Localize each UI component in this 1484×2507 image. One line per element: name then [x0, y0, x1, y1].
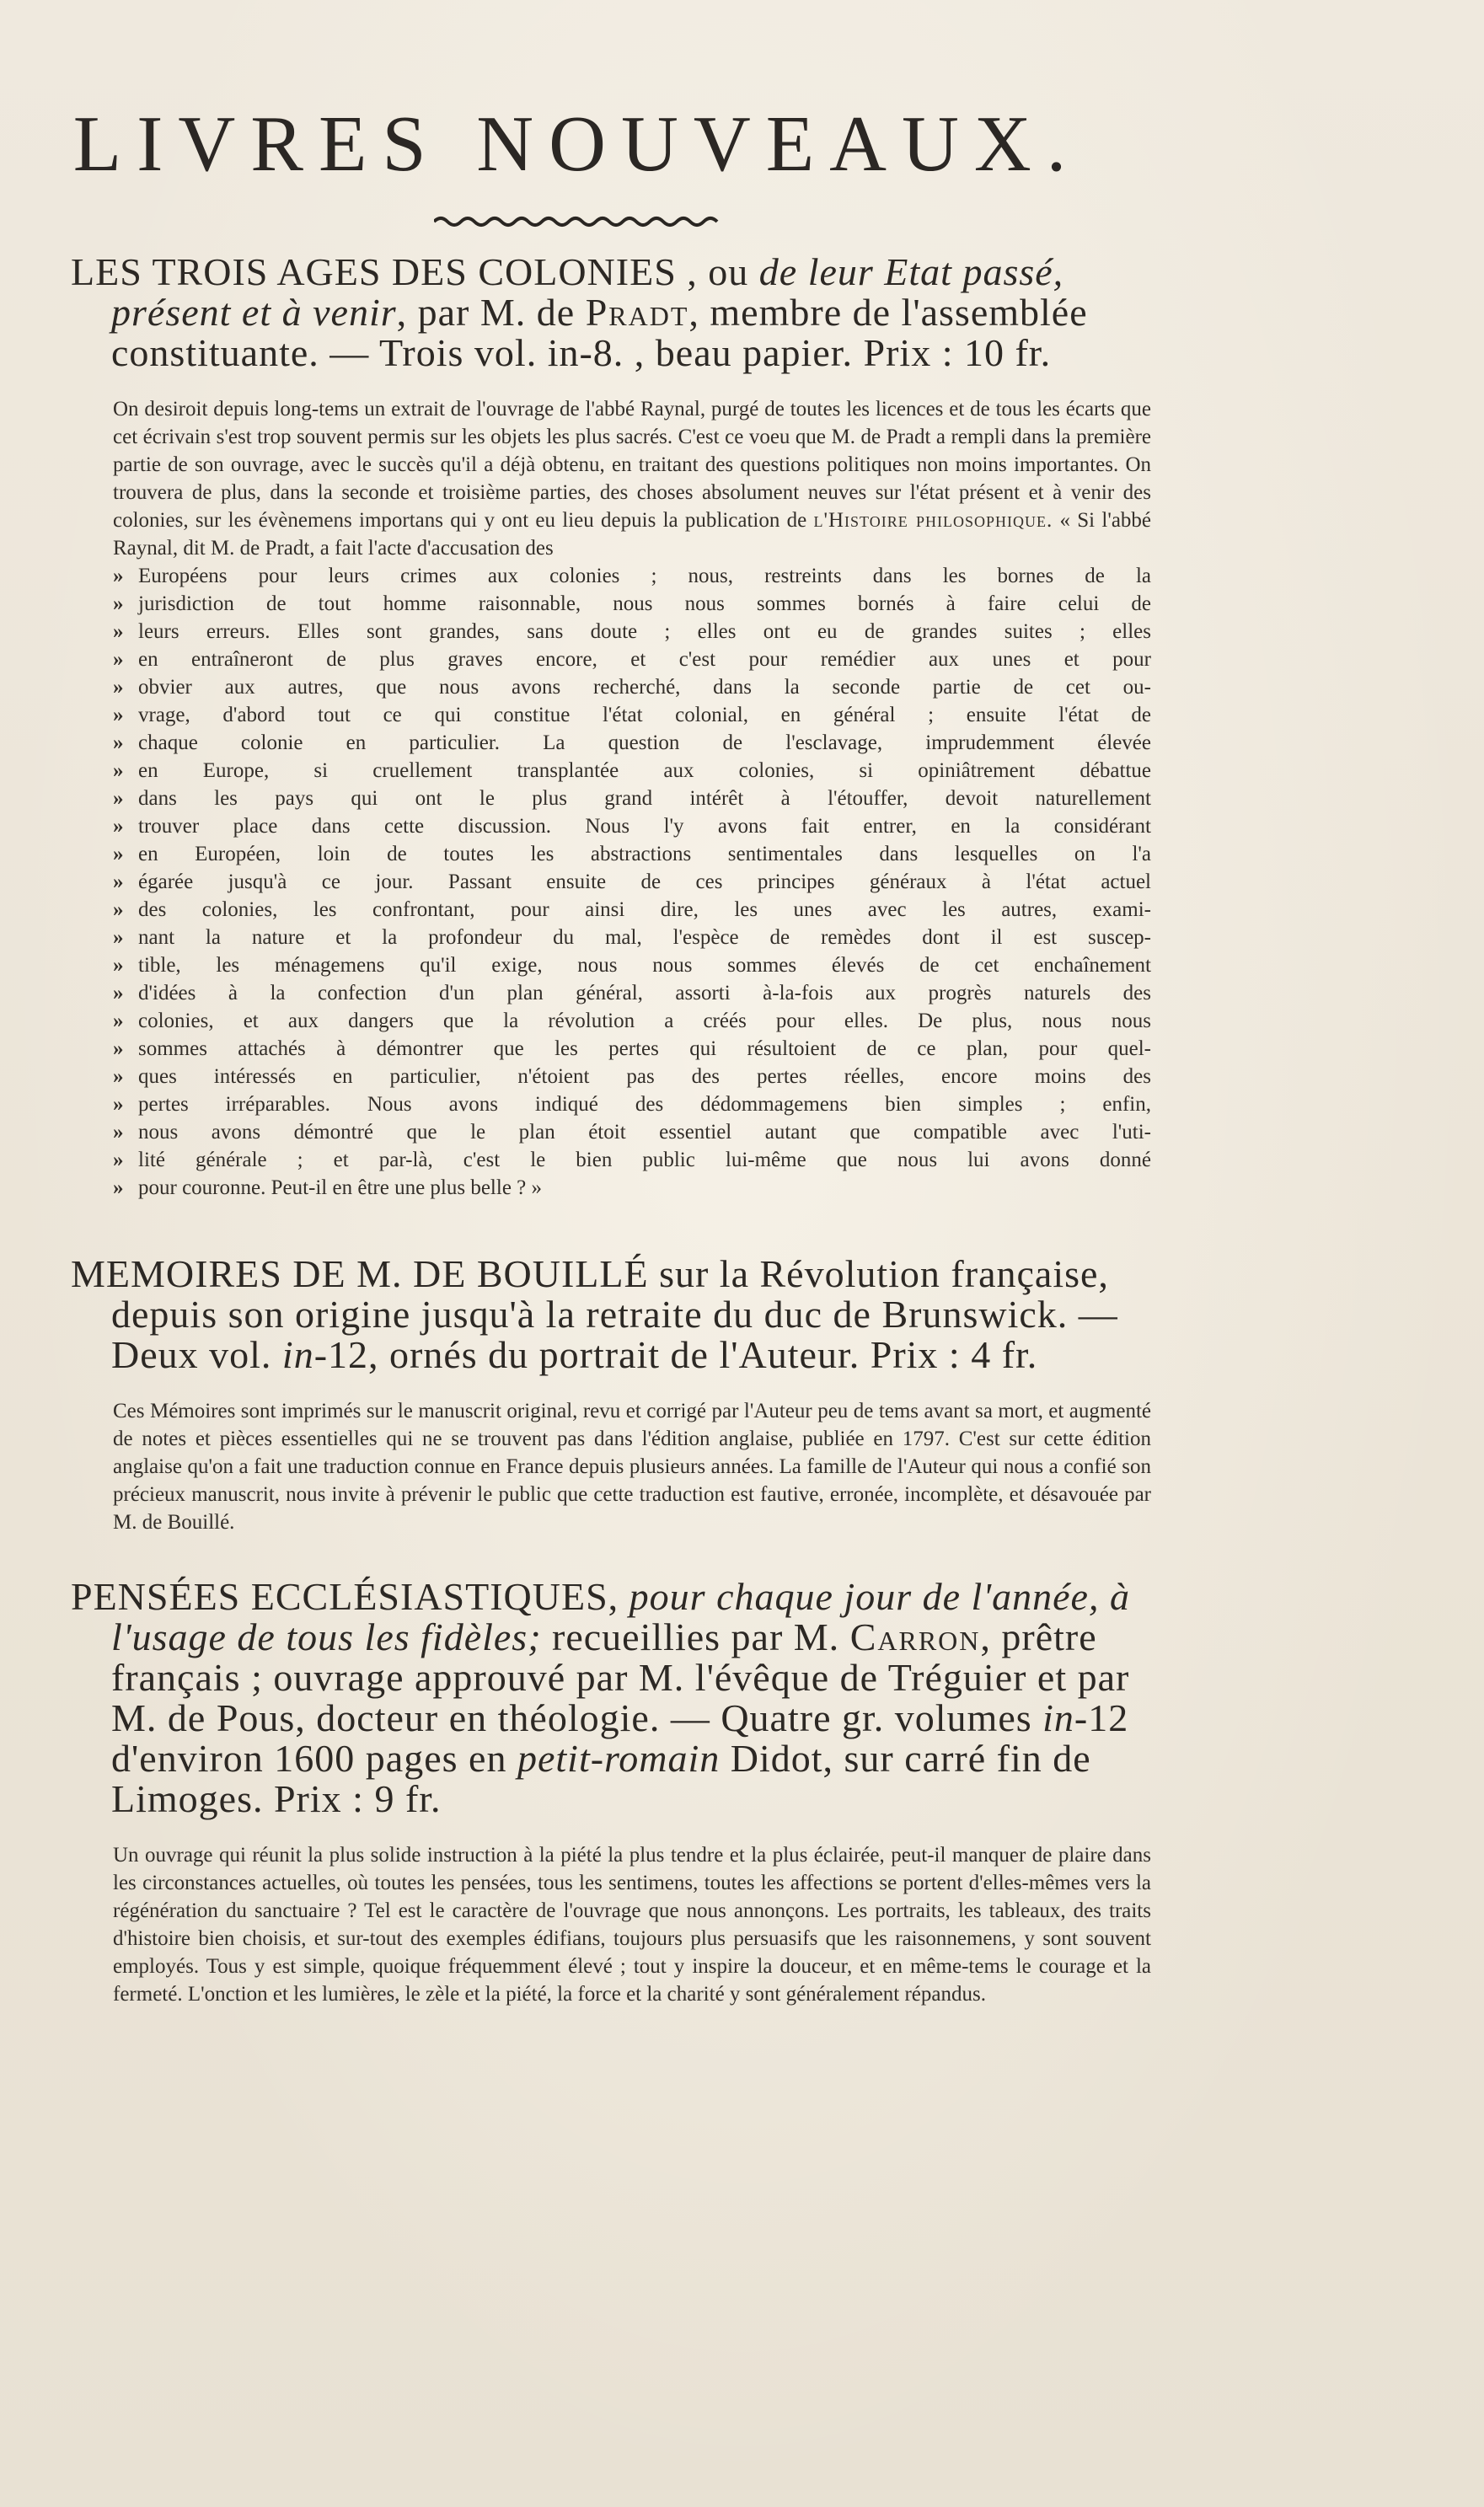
heading-text: -12, ornés du portrait de l'Auteur. Prix : 4 fr.: [313, 1333, 1038, 1377]
quote-mark: »: [113, 954, 124, 978]
heading-author: Carron: [849, 1615, 981, 1659]
quotation-line: [113, 868, 1151, 896]
quote-mark: »: [113, 982, 124, 1005]
entry-body: Un ouvrage qui réunit la plus solide instruction à la piété la plus tendre et la plus éclairée, peut-il manquer de plaire dans les circonstances actuelles, où toutes les pensées, tous les sentimens, toutes les affections se portent d'elles-mêmes vers la régénération du sanctuaire ? Tel est le caractère de l'ouvrage que nous annonçons. Les portraits, les tableaux, des traits d'histoire bien choisis, et sur-tout des exemples édifians, toujours plus persuasifs que les raisonnemens, y sont souvent employés. Tous y est simple, quoique fréquemment élevé ; tout y inspire la douceur, et en même-tems le courage et la fermeté. L'onction et les lumières, le zèle et la piété, la force et la charité y sont généralement répandus.: [113, 1844, 1151, 2006]
quotation-text: nous avons démontré que le plan étoit essentiel autant que compatible avec l'uti-: [138, 1121, 1151, 1144]
quote-mark: »: [113, 1149, 124, 1172]
quotation-text: vrage, d'abord tout ce qui constitue l'état colonial, en général ; ensuite l'état de: [138, 704, 1151, 727]
quotation-line: [113, 979, 1151, 1007]
quotation-text: d'idées à la confection d'un plan général, assorti à-la-fois aux progrès naturels des: [138, 982, 1151, 1005]
page-content: [71, 101, 1151, 2049]
quote-mark: »: [113, 620, 124, 644]
heading-italic: in: [1042, 1696, 1074, 1740]
quote-mark: »: [113, 898, 124, 922]
quotation-line: [113, 645, 1151, 673]
quotation-line: [113, 1174, 1151, 1202]
quotation-line: [113, 1118, 1151, 1146]
quotation-line: [113, 1090, 1151, 1118]
quote-mark: »: [113, 870, 124, 894]
quote-mark: »: [113, 1010, 124, 1033]
heading-author: Pradt: [585, 291, 689, 335]
quotation-line: [113, 951, 1151, 979]
body-text: « Si l'abbé Raynal, dit M. de Pradt, a fait l'acte d'accusation des: [113, 509, 1152, 560]
body-title-ref: l'Histoire philosophique.: [813, 509, 1053, 533]
quotation-text: obvier aux autres, que nous avons recherché, dans la seconde partie de cet ou-: [138, 676, 1151, 699]
quotation-line: [113, 840, 1151, 868]
quote-mark: »: [113, 1176, 124, 1200]
quotation-text: pour couronne. Peut-il en être une plus belle ? »: [138, 1176, 543, 1200]
quotation-text: chaque colonie en particulier. La question de l'esclavage, imprudemment élevée: [138, 731, 1151, 755]
quotation-text: pertes irréparables. Nous avons indiqué des dédommagemens bien simples ; enfin,: [138, 1093, 1151, 1117]
entry-body: [113, 395, 1151, 562]
entry-heading: [71, 1577, 1151, 1819]
quote-mark: »: [113, 565, 124, 588]
heading-text: -12 d'environ 1600 pages en: [111, 1696, 1129, 1781]
quotation-text: Européens pour leurs crimes aux colonies ; nous, restreints dans les bornes de la: [138, 565, 1151, 588]
quote-mark: »: [113, 787, 124, 811]
quote-mark: »: [113, 648, 124, 672]
quote-mark: »: [113, 815, 124, 838]
heading-text: , membre de l'assemblée constituante. — Trois vol. in-8. , beau papier. Prix : 10 fr.: [111, 291, 1088, 375]
quotation-line: [113, 618, 1151, 645]
quotation-text: en Europe, si cruellement transplantée aux colonies, si opiniâtrement débattue: [138, 759, 1151, 783]
heading-text: Didot, sur carré fin de Limoges. Prix : 9 fr.: [111, 1737, 1091, 1821]
heading-text: MEMOIRES DE M. DE BOUILLÉ sur la Révolution française, depuis son origine jusqu'à la retraite du duc de Brunswick. — Deux vol.: [71, 1252, 1118, 1377]
quotation-line: [113, 1146, 1151, 1174]
quotation-text: leurs erreurs. Elles sont grandes, sans doute ; elles ont eu de grandes suites ; elles: [138, 620, 1151, 644]
body-text: On desiroit depuis long-tems un extrait de l'ouvrage de l'abbé Raynal, purgé de toutes les licences et de tous les écarts que cet écrivain s'est trop souvent permis sur les objets les plus sacrés. C'est ce voeu que M. de Pradt a rempli dans la première partie de son ouvrage, avec le succès qu'il a déjà obtenu, en traitant des questions politiques non moins importantes. On trouvera de plus, dans la seconde et troisième parties, des choses absolument neuves sur l'état présent et à venir des colonies, sur les évènemens importans qui y ont eu lieu depuis la publication de: [113, 398, 1151, 533]
quotation-text: égarée jusqu'à ce jour. Passant ensuite de ces principes généraux à l'état actuel: [138, 870, 1151, 894]
heading-italic: in: [281, 1333, 314, 1377]
quotation-line: [113, 896, 1151, 924]
quotation-block: [113, 562, 1151, 1202]
heading-text: PENSÉES ECCLÉSIASTIQUES,: [71, 1575, 629, 1619]
quotation-line: [113, 785, 1151, 812]
quotation-line: [113, 1063, 1151, 1090]
quotation-text: des colonies, les confrontant, pour ainsi dire, les unes avec les autres, exami-: [138, 898, 1151, 922]
quotation-text: jurisdiction de tout homme raisonnable, nous nous sommes bornés à faire celui de: [138, 592, 1151, 616]
quotation-text: en Européen, loin de toutes les abstractions sentimentales dans lesquelles on l'a: [138, 843, 1151, 866]
quotation-line: [113, 924, 1151, 951]
quote-mark: »: [113, 704, 124, 727]
quote-mark: »: [113, 592, 124, 616]
quotation-line: [113, 562, 1151, 590]
masthead-title: LIVRES NOUVEAUX.: [72, 100, 1082, 188]
quotation-text: en entraîneront de plus graves encore, et c'est pour remédier aux unes et pour: [138, 648, 1151, 672]
heading-italic: de leur Etat passé, présent et à venir: [111, 250, 1064, 335]
quotation-text: ques intéressés en particulier, n'étoient pas des pertes réelles, encore moins des: [138, 1065, 1151, 1089]
quotation-text: dans les pays qui ont le plus grand intérêt à l'étouffer, devoit naturellement: [138, 787, 1151, 811]
book-entry-memoires-bouille: [71, 1254, 1151, 1536]
quotation-text: colonies, et aux dangers que la révolution a créés pour elles. De plus, nous nous: [138, 1010, 1151, 1033]
ornament-divider: [37, 215, 1117, 228]
quotation-line: [113, 673, 1151, 701]
quote-mark: »: [113, 1121, 124, 1144]
quote-mark: »: [113, 1037, 124, 1061]
entry-heading: [71, 1254, 1151, 1375]
quotation-line: [113, 757, 1151, 785]
quotation-text: tible, les ménagemens qu'il exige, nous nous sommes élevés de cet enchaînement: [138, 954, 1151, 978]
ornament-wave-icon: [434, 215, 721, 228]
heading-text: , par M. de: [396, 291, 586, 335]
heading-text: LES TROIS AGES DES COLONIES , ou: [71, 250, 759, 294]
quote-mark: »: [113, 676, 124, 699]
quote-mark: »: [113, 759, 124, 783]
quotation-text: lité générale ; et par-là, c'est le bien public lui-même que nous lui avons donné: [138, 1149, 1151, 1172]
quotation-line: [113, 812, 1151, 840]
quotation-line: [113, 1035, 1151, 1063]
quote-mark: »: [113, 1065, 124, 1089]
quotation-text: sommes attachés à démontrer que les pertes qui résultoient de ce plan, pour quel-: [138, 1037, 1151, 1061]
quotation-line: [113, 729, 1151, 757]
quote-mark: »: [113, 731, 124, 755]
quotation-line: [113, 1007, 1151, 1035]
quotation-text: nant la nature et la profondeur du mal, l'espèce de remèdes dont il est suscep-: [138, 926, 1151, 950]
heading-text: recueillies par M.: [541, 1615, 850, 1659]
heading-text: , prêtre français ; ouvrage approuvé par M. l'évêque de Tréguier et par M. de Pous, docteur en théologie. — Quatre gr. volumes: [111, 1615, 1130, 1740]
entry-body: Ces Mémoires sont imprimés sur le manuscrit original, revu et corrigé par l'Auteur peu de tems avant sa mort, et augmenté de notes et pièces essentielles qui ne se trouvent pas dans l'édition anglaise, publiée en 1797. C'est sur cette édition anglaise qu'on a fait une traduction connue en France depuis plusieurs années. La famille de l'Auteur qui nous a confié son précieux manuscrit, nous invite à prévenir le public que cette traduction est fautive, erronée, incomplète, et désavouée par M. de Bouillé.: [113, 1400, 1151, 1535]
quote-mark: »: [113, 926, 124, 950]
heading-italic: petit-romain: [517, 1737, 721, 1781]
heading-italic: pour chaque jour de l'année, à l'usage de tous les fidèles;: [111, 1575, 1130, 1659]
quote-mark: »: [113, 1093, 124, 1117]
entry-heading: [71, 252, 1151, 373]
quotation-text: trouver place dans cette discussion. Nous l'y avons fait entrer, en la considérant: [138, 815, 1151, 838]
book-entry-trois-ages: [71, 252, 1151, 1202]
quote-mark: »: [113, 843, 124, 866]
book-entry-pensees-ecclesiastiques: [71, 1577, 1151, 2008]
quotation-line: [113, 701, 1151, 729]
quotation-line: [113, 590, 1151, 618]
